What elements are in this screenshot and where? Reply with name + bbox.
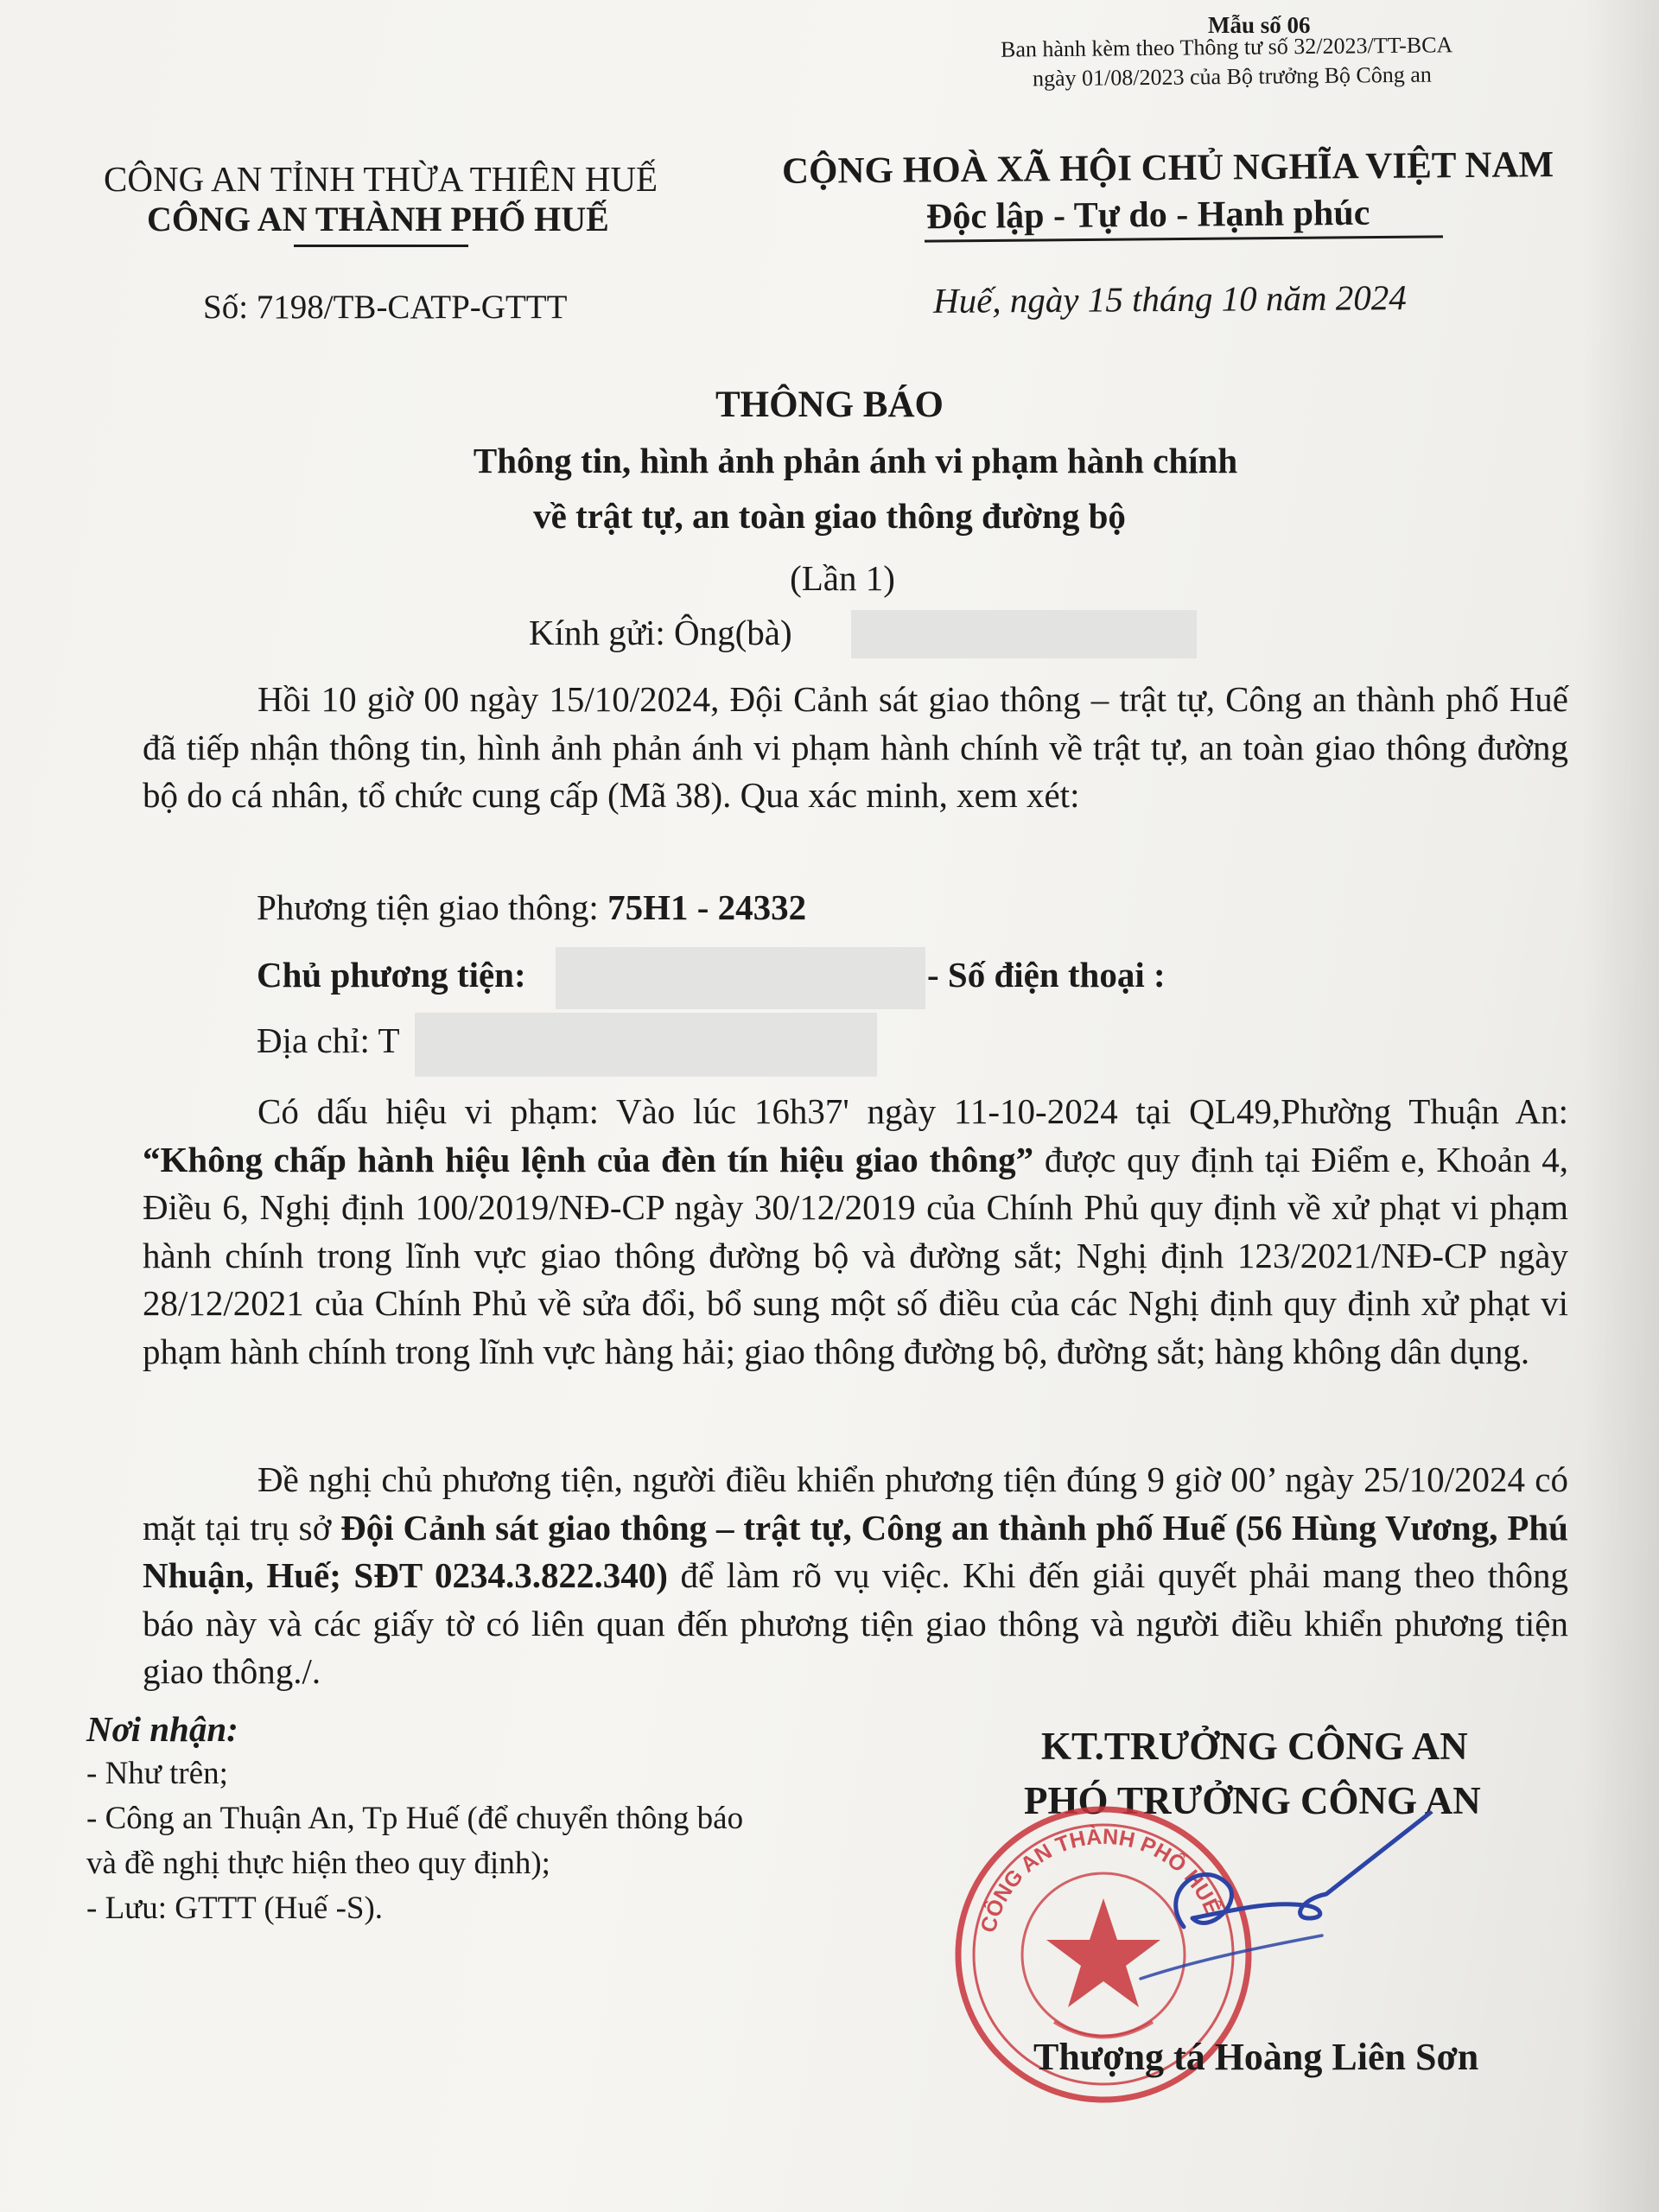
vehicle-label: Phương tiện giao thông:: [257, 887, 608, 927]
notice-subtitle-line2: về trật tự, an toàn giao thông đường bộ: [533, 496, 1126, 536]
address-line: [257, 1020, 399, 1061]
form-issued-line1: Ban hành kèm theo Thông tư số 32/2023/TT-BCA: [1000, 32, 1453, 62]
form-number: Mẫu số 06: [1208, 12, 1311, 38]
vehicle-plate: 75H1 - 24332: [607, 887, 807, 927]
recipient-item: - Công an Thuận An, Tp Huế (để chuyển thông báo: [86, 1801, 744, 1836]
national-motto: Độc lập - Tự do - Hạnh phúc: [925, 193, 1370, 238]
agency-underline: [294, 245, 468, 247]
violation-name: “Không chấp hành hiệu lệnh của đèn tín hiệu giao thông”: [143, 1139, 1034, 1179]
recipient-item: - Lưu: GTTT (Huế -S).: [86, 1891, 384, 1926]
intro-paragraph: [143, 676, 1568, 820]
redacted-address: [415, 1013, 877, 1077]
notice-title: THÔNG BÁO: [715, 385, 944, 425]
country-name: CỘNG HOÀ XÃ HỘI CHỦ NGHĨA VIỆT NAM: [781, 144, 1554, 192]
salutation: Kính gửi: Ông(bà): [529, 613, 792, 652]
request-lead: Đề nghị chủ phương tiện, người điều khiển phương tiện đúng 9 giờ 00’ ngày 25/10/2024 có mặt tại trụ sở: [143, 1459, 1568, 1548]
violation-paragraph: [143, 1088, 1568, 1376]
owner-phone-label: - Số điện thoại :: [927, 955, 1166, 995]
recipients-block: [86, 1707, 743, 1931]
recipient-item: - Như trên;: [86, 1756, 228, 1791]
violation-legal-basis: được quy định tại Điểm e, Khoản 4, Điều 6, Nghị định 100/2019/NĐ-CP ngày 30/12/2019 của Chính Phủ quy định về xử phạt vi phạm hành chính trong lĩnh vực giao thông đường bộ và đường sắt; Nghị định 123/2021/NĐ-CP ngày 28/12/2021 của Chính Phủ về sửa đổi, bổ sung một số điều của các Nghị định quy định xử phạt vi phạm hành chính trong lĩnh vực hàng hải; giao thông đường bộ, đường sắt; hàng không dân dụng.: [143, 1139, 1568, 1371]
redacted-owner-name: [556, 947, 925, 1009]
agency-name: CÔNG AN THÀNH PHỐ HUẾ: [147, 200, 609, 238]
signature-title-line2: PHÓ TRƯỞNG CÔNG AN: [1024, 1779, 1481, 1822]
request-place: Đội Cảnh sát giao thông – trật tự, Công an thành phố Huế (56 Hùng Vương, Phú Nhuận, Huế; SĐT 0234.3.822.340): [143, 1507, 1568, 1595]
address-partial: T: [378, 1020, 400, 1060]
recipient-item: và đề nghị thực hiện theo quy định);: [86, 1846, 550, 1881]
handwritten-signature: [1106, 1797, 1452, 2013]
address-label: Địa chỉ:: [257, 1020, 378, 1060]
violation-lead: Có dấu hiệu vi phạm: Vào lúc 16h37' ngày 11-10-2024 tại QL49,Phường Thuận An:: [257, 1091, 1568, 1131]
place-date: Huế, ngày 15 tháng 10 năm 2024: [932, 277, 1407, 321]
redacted-recipient-name: [851, 610, 1197, 658]
signature-title-line1: KT.TRƯỞNG CÔNG AN: [1041, 1725, 1468, 1768]
request-paragraph: [143, 1456, 1568, 1696]
seal-text: CÔNG AN THÀNH PHỐ HUẾ: [976, 1824, 1225, 1936]
vehicle-line: [257, 887, 806, 928]
intro-text: Hồi 10 giờ 00 ngày 15/10/2024, Đội Cảnh sát giao thông – trật tự, Công an thành phố Huế đã tiếp nhận thông tin, hình ảnh phản ánh vi phạm hành chính về trật tự, an toàn giao thông đường bộ do cá nhân, tổ chức cung cấp (Mã 38). Qua xác minh, xem xét:: [143, 679, 1568, 815]
request-rest: để làm rõ vụ việc. Khi đến giải quyết phải mang theo thông báo này và các giấy tờ có liên quan đến phương tiện giao thông và người điều khiển phương tiện giao thông./.: [143, 1555, 1569, 1691]
notice-subtitle-line1: Thông tin, hình ảnh phản ánh vi phạm hành chính: [473, 441, 1238, 480]
notice-attempt: (Lần 1): [790, 558, 895, 598]
owner-label: Chủ phương tiện:: [257, 955, 526, 995]
agency-parent: CÔNG AN TỈNH THỪA THIÊN HUẾ: [104, 159, 658, 199]
signer-name: Thượng tá Hoàng Liên Sơn: [1033, 2036, 1479, 2078]
form-issued-line2: ngày 01/08/2023 của Bộ trưởng Bộ Công an: [1032, 61, 1432, 92]
document-number: Số: 7198/TB-CATP-GTTT: [203, 289, 568, 326]
recipients-title: Nơi nhận:: [86, 1709, 238, 1749]
